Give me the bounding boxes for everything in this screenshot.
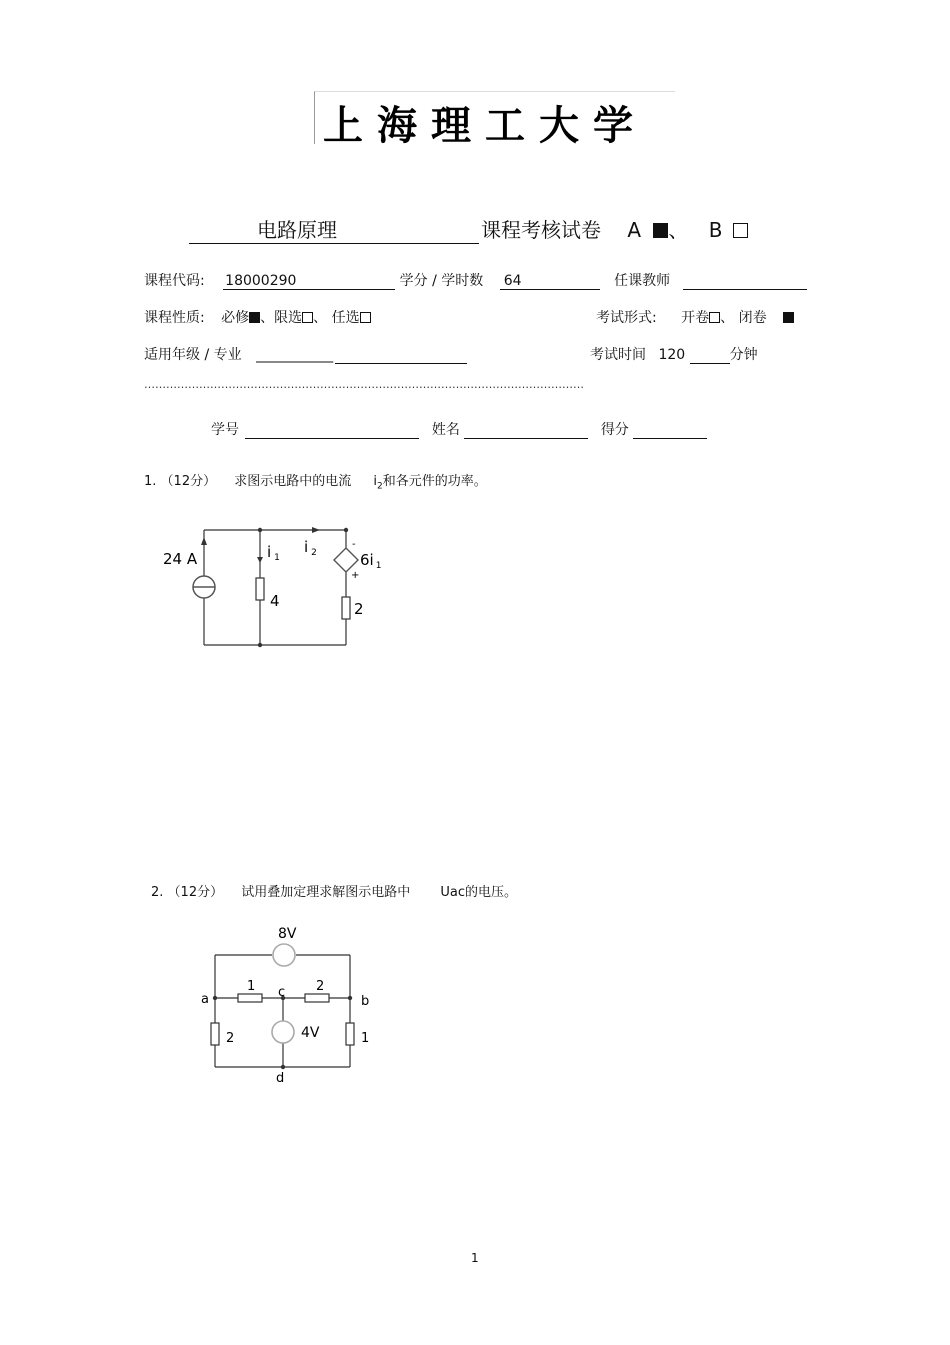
circuit-1-diagram: [150, 515, 400, 660]
credit-value: 64: [503, 273, 522, 289]
question-2-text: 试用叠加定理求解图示电路中: [241, 885, 411, 900]
i1-label: i $_1$: [267, 543, 280, 563]
resistor-cb-label: 2: [316, 979, 325, 994]
node-a-dot: [213, 996, 217, 1000]
name-label: 姓名: [431, 422, 460, 438]
exam-time-row: [590, 344, 758, 364]
course-code-field: [223, 273, 395, 290]
score-label: 得分: [600, 422, 629, 438]
resistor-cb-icon: [305, 994, 329, 1002]
university-logo: [314, 91, 675, 149]
question-1-var-sub: 2: [377, 481, 383, 492]
question-2: [151, 881, 517, 900]
name-field[interactable]: [464, 422, 588, 439]
exam-open-unchecked-box: [709, 312, 720, 323]
circuit-2-diagram: [195, 920, 385, 1090]
course-nature-row: [144, 307, 371, 327]
node-b-label: b: [361, 994, 370, 1009]
question-2-text-after: 的电压。: [465, 885, 518, 900]
dependent-source-plus: +: [351, 570, 360, 581]
resistor-2-label: 2: [354, 600, 364, 618]
dotted-separator: …………………………………………………………………………………………………………: [144, 378, 584, 391]
resistor-ac-icon: [238, 994, 262, 1002]
student-info-row: [211, 419, 707, 439]
exam-form-row: [596, 307, 794, 327]
question-1-var: i: [373, 474, 378, 489]
node-d-label: d: [276, 1071, 285, 1086]
voltage-source-8v-icon: [273, 944, 295, 966]
nature-limited-unchecked-box: [302, 312, 313, 323]
credit-field: [500, 273, 600, 290]
nature-required-label: 必修: [221, 310, 250, 326]
i2-arrow-icon: [312, 527, 320, 533]
question-2-score: （12分）: [167, 885, 224, 900]
question-1-text-after: 和各元件的功率。: [382, 474, 487, 489]
exam-closed-label: 、 闭卷: [720, 310, 767, 326]
resistor-4-icon: [256, 578, 264, 600]
resistor-ad-label: 2: [226, 1031, 235, 1046]
node-b-dot: [348, 996, 352, 1000]
dependent-source-label: 6i $_1$: [360, 551, 382, 571]
paper-a-checked-box: [653, 223, 668, 238]
current-source-label: 24 A: [163, 550, 198, 568]
question-1-text: 求图示电路中的电流: [234, 474, 352, 489]
resistor-bd-label: 1: [361, 1031, 370, 1046]
course-code-value: 18000290: [225, 273, 297, 289]
exam-title: [189, 214, 748, 244]
nature-optional-unchecked-box: [360, 312, 371, 323]
voltage-source-4v-label: 4V: [301, 1025, 320, 1041]
course-code-label: 课程代码:: [144, 273, 205, 289]
question-2-number: 2.: [151, 885, 164, 900]
resistor-bd-icon: [346, 1023, 354, 1045]
node-dot: [258, 528, 262, 532]
grade-label: 适用年级 / 专业: [144, 347, 242, 363]
course-name-field: [189, 214, 479, 244]
paper-a-label: A: [627, 218, 642, 242]
i1-arrow-icon: [257, 557, 263, 563]
exam-closed-checked-box: [783, 312, 794, 323]
exam-open-label: 开卷: [681, 310, 710, 326]
current-source-arrow-icon: [201, 537, 207, 545]
resistor-2-icon: [342, 597, 350, 619]
resistor-ac-label: 1: [247, 979, 256, 994]
dependent-source-minus: -: [352, 539, 356, 550]
grade-blank: ___________: [256, 347, 334, 363]
paper-separator: 、: [668, 218, 689, 242]
course-nature-label: 课程性质:: [144, 310, 205, 326]
title-suffix: 课程考核试卷: [481, 218, 601, 242]
node-c-label: c: [278, 985, 286, 1000]
exam-time-unit: 分钟: [729, 347, 758, 363]
student-id-label: 学号: [211, 422, 239, 438]
grade-row: [144, 344, 467, 364]
question-1-score: （12分）: [160, 474, 217, 489]
course-name: 电路原理: [257, 218, 337, 242]
nature-optional-label: 、 任选: [313, 310, 360, 326]
i2-label: i $_2$: [304, 538, 317, 558]
node-dot: [344, 528, 348, 532]
paper-b-unchecked-box: [733, 223, 748, 238]
nature-limited-label: 、限选: [260, 310, 303, 326]
teacher-field: [683, 273, 807, 290]
exam-time-value: 120: [658, 347, 686, 363]
resistor-4-label: 4: [270, 592, 280, 610]
question-1-number: 1.: [144, 474, 157, 489]
student-id-field[interactable]: [245, 422, 419, 439]
grade-field: [335, 347, 467, 364]
question-2-var: Uac: [440, 885, 466, 900]
resistor-ad-icon: [211, 1023, 219, 1045]
node-a-label: a: [201, 992, 209, 1007]
exam-form-label: 考试形式:: [596, 310, 657, 326]
course-code-row: [144, 270, 807, 290]
dependent-voltage-source-icon: [334, 548, 358, 572]
nature-required-checked-box: [249, 312, 260, 323]
exam-time-label: 考试时间: [590, 347, 646, 363]
question-1: [144, 470, 487, 492]
exam-time-field: [690, 347, 730, 364]
credit-label: 学分 / 学时数: [399, 273, 484, 289]
voltage-source-4v-icon: [272, 1021, 294, 1043]
node-d-dot: [281, 1065, 285, 1069]
university-logo-text: 上海理工大学: [323, 102, 647, 149]
page-number: 1: [471, 1251, 479, 1265]
node-dot: [258, 643, 262, 647]
paper-b-label: B: [708, 218, 723, 242]
score-field[interactable]: [633, 422, 707, 439]
voltage-source-8v-label: 8V: [278, 926, 297, 942]
teacher-label: 任课教师: [614, 273, 671, 289]
